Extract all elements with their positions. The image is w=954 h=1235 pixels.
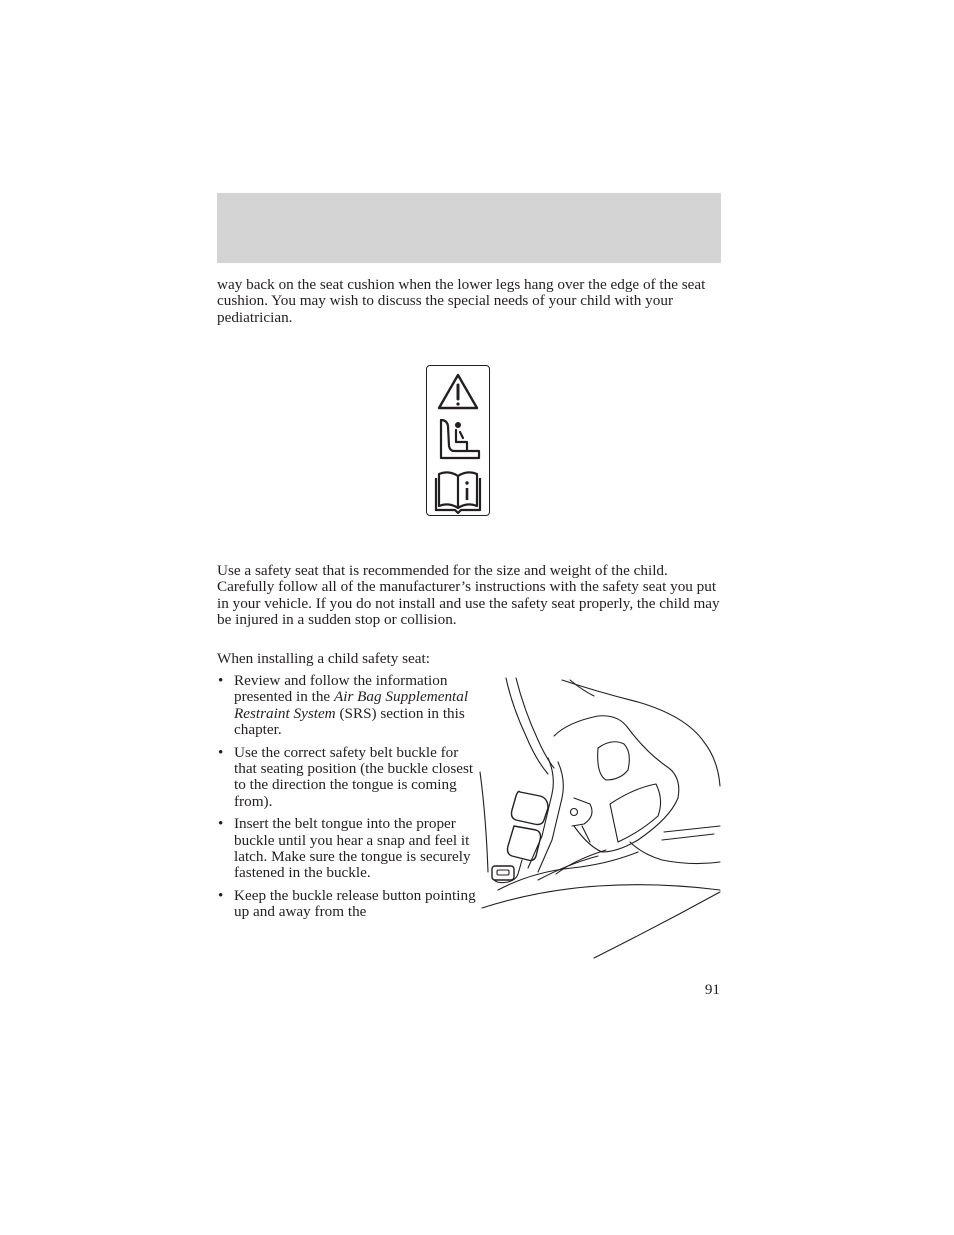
warning-triangle-icon	[439, 375, 477, 408]
list-item: • Insert the belt tongue into the proper buckle until you hear a snap and feel it latch. Make sure the tongue is securely fastened in the buckle.	[217, 816, 477, 882]
section-header-band	[217, 193, 721, 263]
owner-manual-info-icon	[436, 472, 480, 513]
list-item: • Use the correct safety belt buckle for that seating position (the buckle closest to the direction the tongue is coming from).	[217, 745, 477, 811]
safety-seat-paragraph: Use a safety seat that is recommended for the size and weight of the child. Carefully follow all of the manufacturer’s instructions with the safety seat you put in your vehicle. If you do not install and use the safety seat properly, the child may be injured in a sudden stop or collision.	[217, 562, 720, 629]
list-item: • Keep the buckle release button pointing up and away from the	[217, 888, 477, 921]
page-number: 91	[704, 981, 720, 998]
srs-section-reference: Air Bag Supplemental Restraint System	[234, 688, 469, 722]
installing-intro: When installing a child safety seat:	[217, 650, 430, 667]
intro-paragraph: way back on the seat cushion when the lower legs hang over the edge of the seat cushion. You may wish to discuss the special needs of your child with your pediatrician.	[217, 276, 706, 326]
child-seat-icon	[441, 420, 479, 458]
warning-symbol-box	[426, 365, 490, 516]
list-item: • Review and follow the information presented in the Air Bag Supplemental Restraint System (SRS) section in this chapter.	[217, 673, 477, 739]
installation-steps-list	[217, 673, 477, 927]
safety-belt-buckle-illustration	[478, 676, 722, 964]
